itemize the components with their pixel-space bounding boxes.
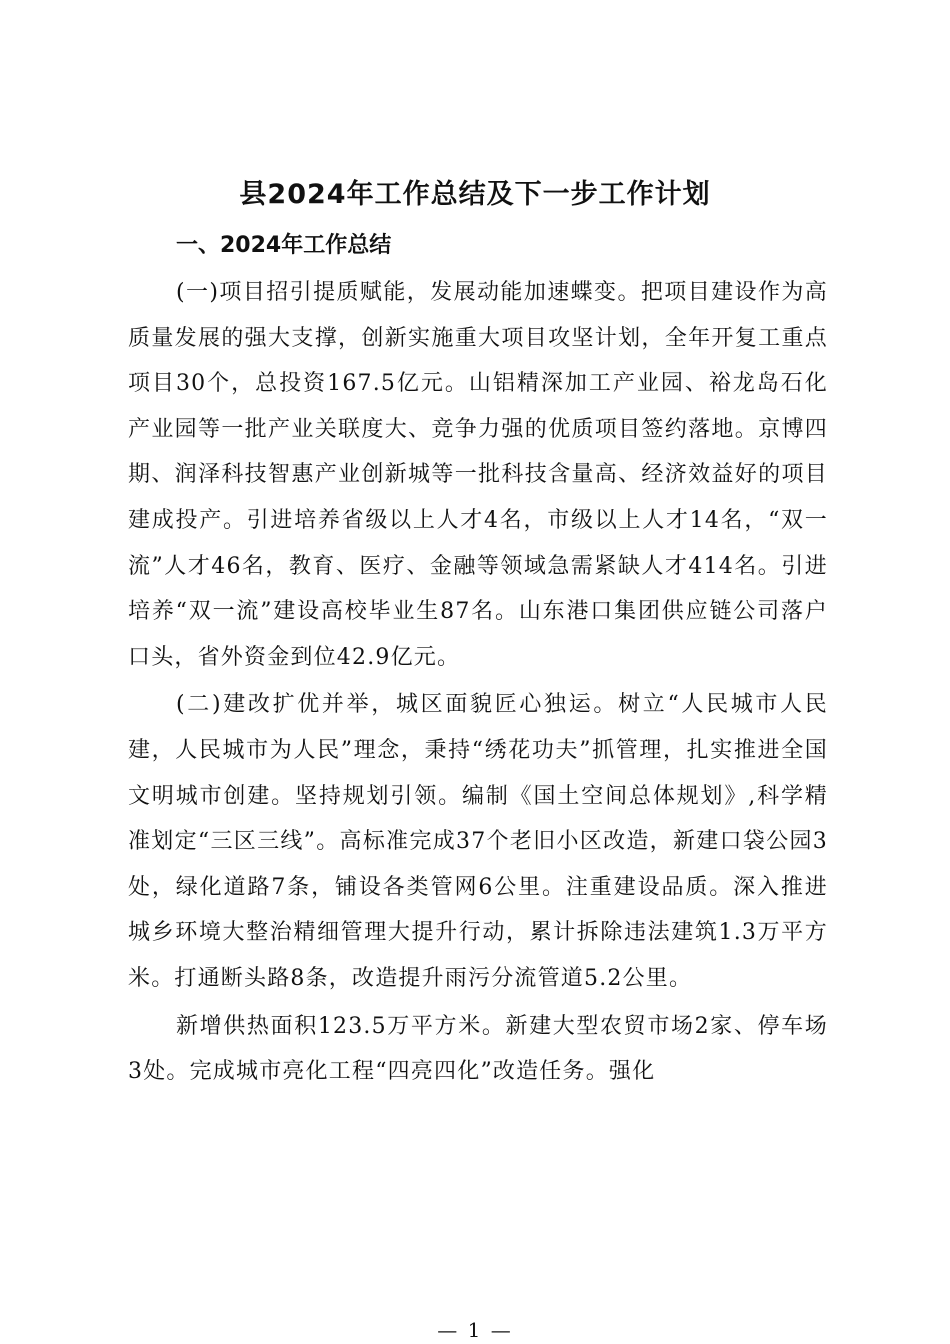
body-text [128,270,828,1095]
paragraph-urban-construction: (二)建改扩优并举，城区面貌匠心独运。树立“人民城市人民建，人民城市为人民”理念，秉持“绣花功夫”抓管理，扎实推进全国文明城市创建。坚持规划引领。编制《国土空间总体规划》,科学精准划定“三区三线”。高标准完成37个老旧小区改造，新建口袋公园3处，绿化道路7条，铺设各类管网6公里。注重建设品质。深入推进城乡环境大整治精细管理大提升行动，累计拆除违法建筑1.3万平方米。打通断头路8条，改造提升雨污分流管道5.2公里。 [128,692,828,991]
page-number: — 1 — [437,1318,513,1342]
paragraph-heating-markets: 新增供热面积123.5万平方米。新建大型农贸市场2家、停车场3处。完成城市亮化工程“四亮四化”改造任务。强化 [128,1013,828,1085]
paragraph-project-investment: (一)项目招引提质赋能，发展动能加速蝶变。把项目建设作为高质量发展的强大支撑，创新实施重大项目攻坚计划，全年开复工重点项目30个，总投资167.5亿元。山铝精深加工产业园、裕龙岛石化产业园等一批产业关联度大、竞争力强的优质项目签约落地。京博四期、润泽科技智惠产业创新城等一批科技含量高、经济效益好的项目建成投产。引进培养省级以上人才4名，市级以上人才14名，“双一流”人才46名，教育、医疗、金融等领域急需紧缺人才414名。引进培养“双一流”建设高校毕业生87名。山东港口集团供应链公司落户口头，省外资金到位42.9亿元。 [128,280,828,670]
document-title: 县2024年工作总结及下一步工作计划 [239,179,711,210]
section-heading: 一、2024年工作总结 [176,233,392,258]
